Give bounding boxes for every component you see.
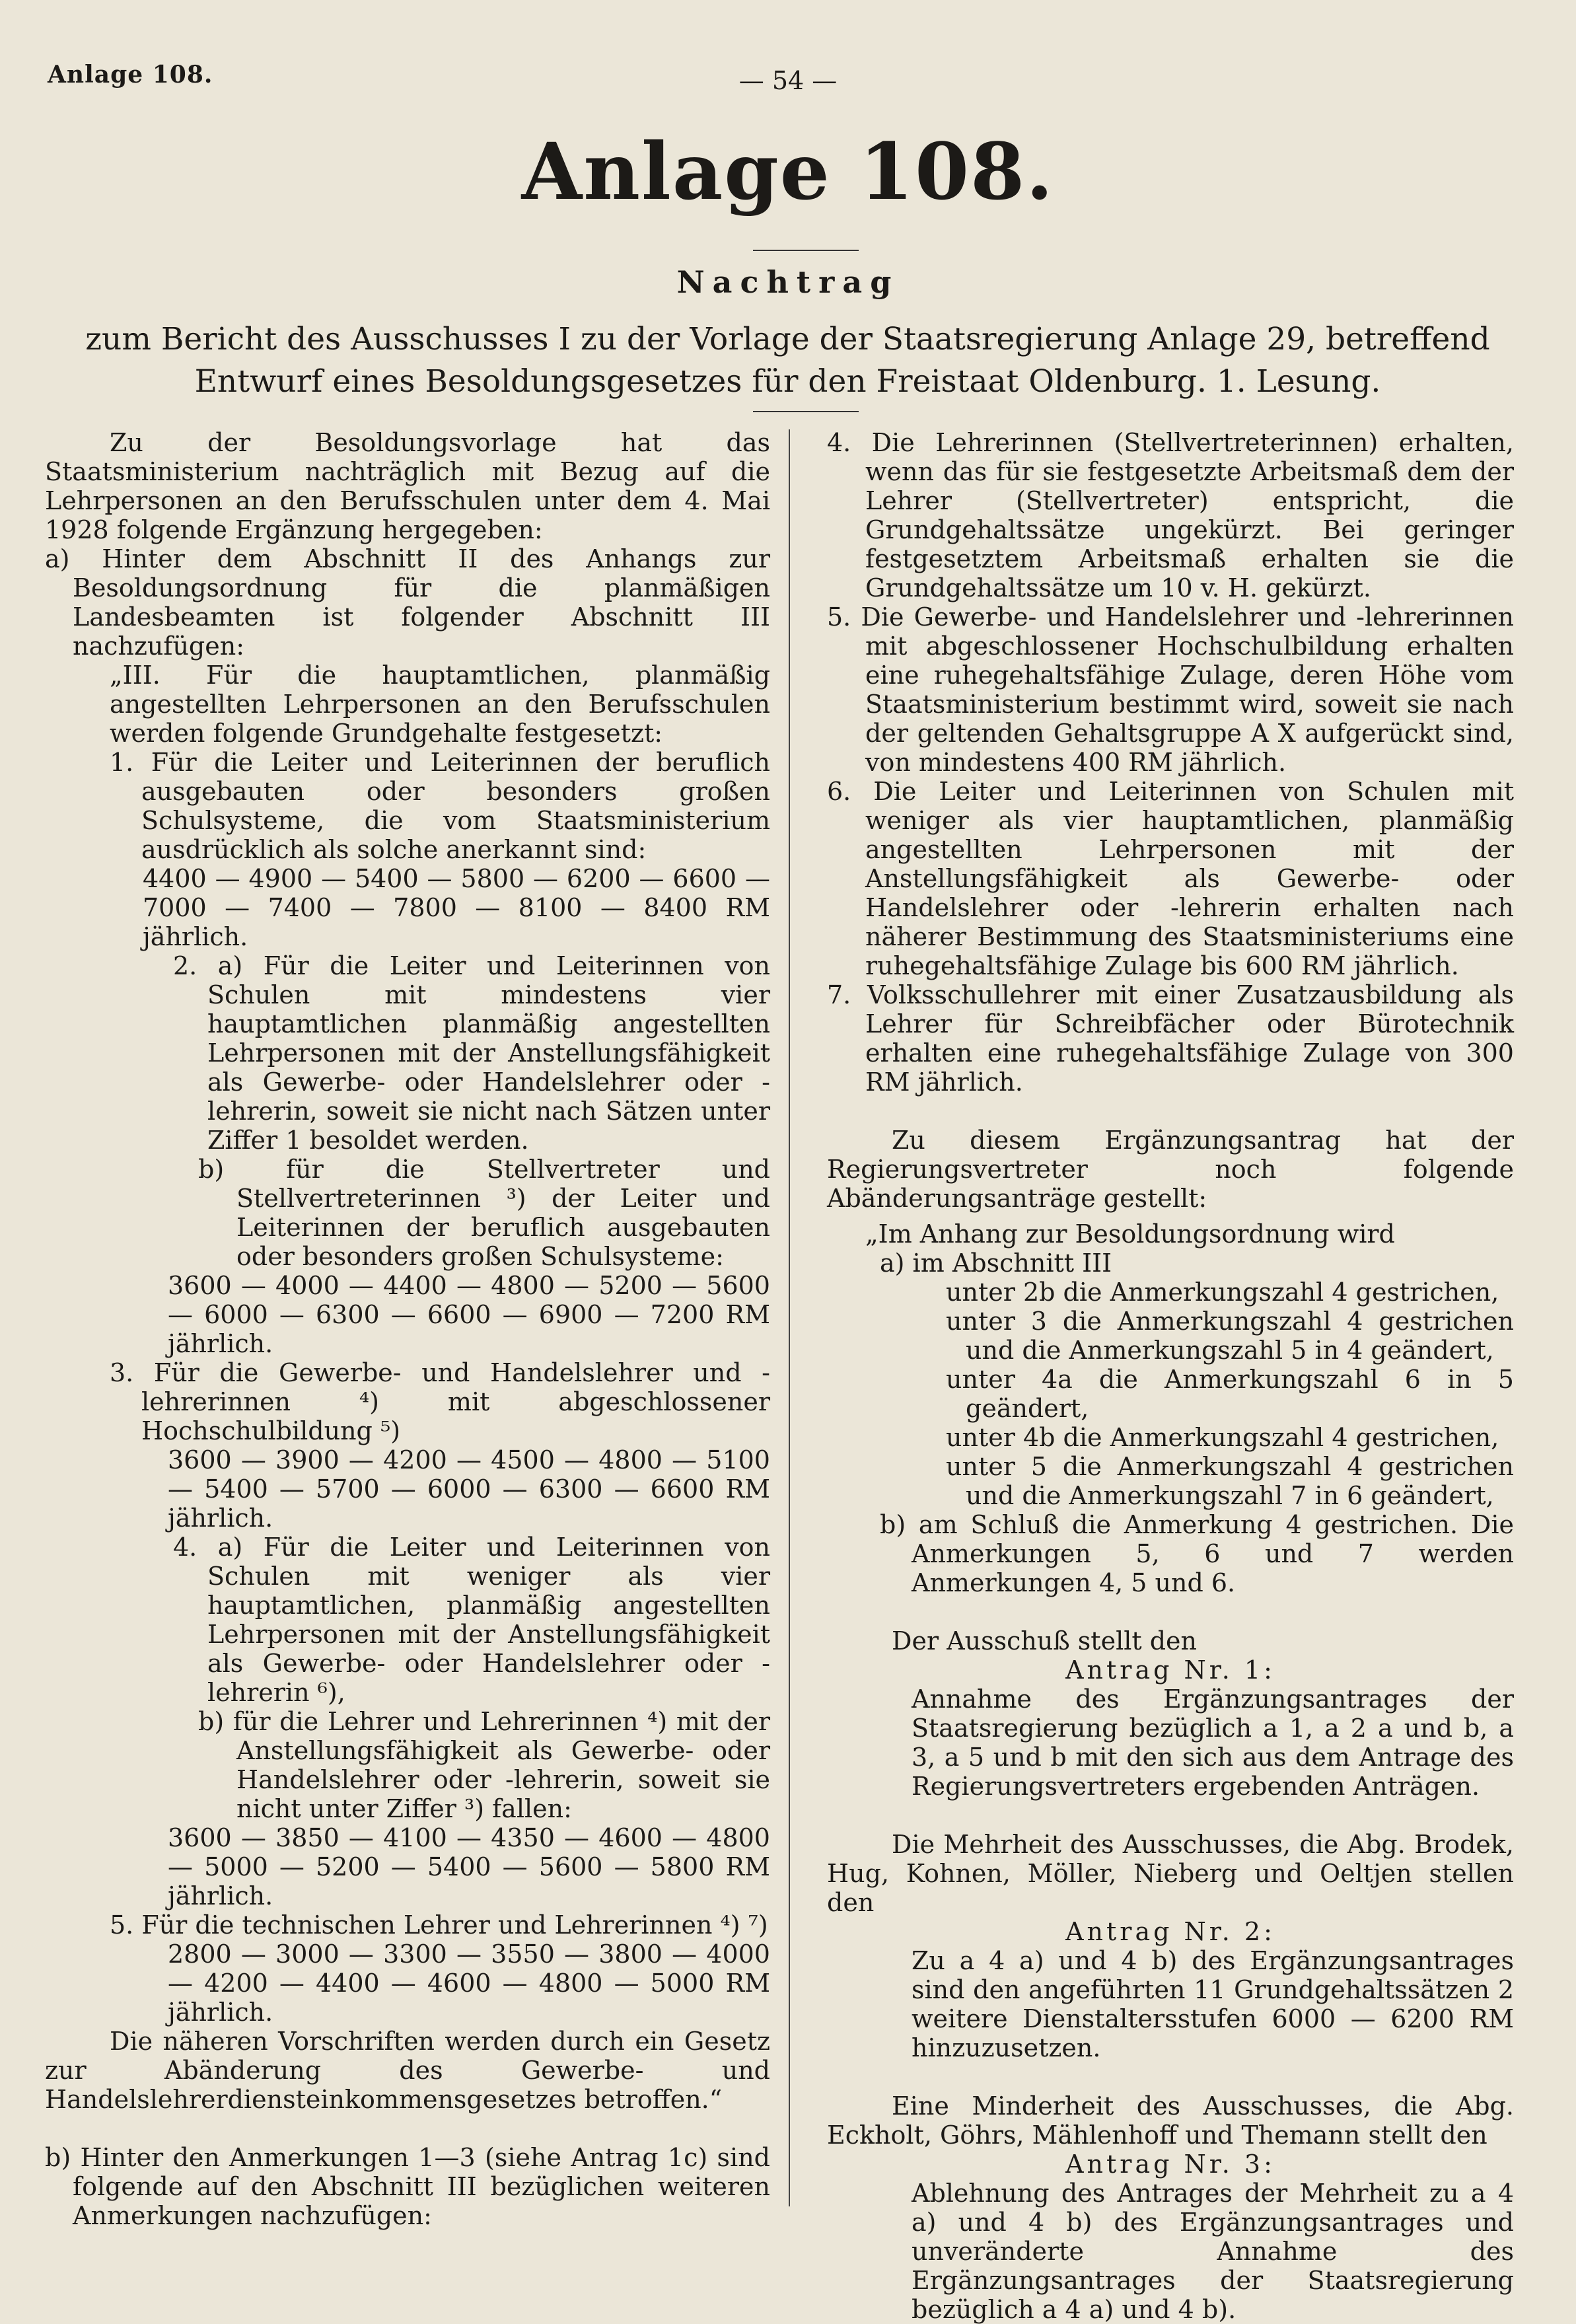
amendment-b: b) am Schluß die Anmerkung 4 gestrichen. Die Anmerkungen 5, 6 und 7 werden Anmerkungen 4, 5 und 6. — [880, 1510, 1514, 1597]
item-b: b) Hinter den Anmerkungen 1—3 (siehe Antrag 1c) sind folgende auf den Abschnitt III bezüglichen weiteren Anmerkungen nachzufügen: — [45, 2143, 770, 2230]
amendment-a-line: unter 4a die Anmerkungszahl 6 in 5 geändert, — [946, 1365, 1514, 1423]
salary-scale-5: 2800 — 3000 — 3300 — 3550 — 3800 — 4000 — 4200 — 4400 — 4600 — 4800 — 5000 RM jährlich. — [168, 1940, 770, 2027]
note-4: 4. Die Lehrerinnen (Stellvertreterinnen) erhalten, wenn das für sie festgesetzte Arbeitsmaß dem der Lehrer (Stellvertreter) entspricht, die Grundgehaltssätze ungekürzt. Bei geringer festgesetztem Arbeitsmaß erhalten sie die Grundgehaltssätze um 10 v. H. gekürzt. — [827, 428, 1514, 602]
motion-1-heading: Antrag Nr. 1: — [1065, 1655, 1275, 1685]
page-number: — 54 — — [738, 66, 838, 95]
section-heading: Nachtrag — [676, 264, 900, 300]
closing-paragraph: Die näheren Vorschriften werden durch ein Gesetz zur Abänderung des Gewerbe- und Handelslehrerdiensteinkommensgesetzes betroffen.“ — [45, 2027, 770, 2114]
minority-statement: Eine Minderheit des Ausschusses, die Abg. Eckholt, Göhrs, Mählenhoff und Themann stellt den — [827, 2091, 1514, 2150]
note-5: 5. Die Gewerbe- und Handelslehrer und -lehrerinnen mit abgeschlossener Hochschulbildung erhalten eine ruhegehaltsfähige Zulage, deren Höhe vom Staatsministerium bestimmt wird, soweit sie nach der geltenden Gehaltsgruppe A X aufgerückt sind, von mindestens 400 RM jährlich. — [827, 602, 1514, 777]
column-divider — [789, 429, 790, 2206]
salary-scale-1: 4400 — 4900 — 5400 — 5800 — 6200 — 6600 — 7000 — 7400 — 7800 — 8100 — 8400 RM jährlich. — [143, 864, 770, 951]
item-2b: b) für die Stellvertreter und Stellvertreterinnen ³) der Leiter und Leiterinnen der beruflich ausgebauten oder besonders großen Schulsysteme: — [198, 1155, 770, 1271]
item-2a: 2. a) Für die Leiter und Leiterinnen von Schulen mit mindestens vier hauptamtlichen planmäßig angestellten Lehrpersonen mit der Anstellungsfähigkeit als Gewerbe- oder Handelslehrer oder -lehrerin, soweit sie nicht nach Sätzen unter Ziffer 1 besoldet werden. — [173, 951, 770, 1155]
amendment-a: a) im Abschnitt III — [880, 1249, 1112, 1278]
majority-statement: Die Mehrheit des Ausschusses, die Abg. Brodek, Hug, Kohnen, Möller, Nieberg und Oeltjen stellen den — [827, 1830, 1514, 1917]
committee-statement: Der Ausschuß stellt den — [892, 1626, 1198, 1655]
note-7: 7. Volksschullehrer mit einer Zusatzausbildung als Lehrer für Schreibfächer oder Bürotechnik erhalten eine ruhegehaltsfähige Zulage von 300 RM jährlich. — [827, 980, 1514, 1097]
item-5: 5. Für die technischen Lehrer und Lehrerinnen ⁴) ⁷) — [110, 1910, 768, 1940]
page-title: Anlage 108. — [521, 126, 1055, 217]
item-4b: b) für die Lehrer und Lehrerinnen ⁴) mit der Anstellungsfähigkeit als Gewerbe- oder Handelslehrer oder -lehrerin, soweit sie nicht unter Ziffer ³) fallen: — [198, 1707, 770, 1823]
note-6: 6. Die Leiter und Leiterinnen von Schulen mit weniger als vier hauptamtlichen, planmäßig angestellten Lehrpersonen mit der Anstellungsfähigkeit als Gewerbe- oder Handelslehrer oder -lehrerin erhalten nach näherer Bestimmung des Staatsministeriums eine ruhegehaltsfähige Zulage bis 600 RM jährlich. — [827, 777, 1514, 980]
amendment-a-line: unter 5 die Anmerkungszahl 4 gestrichen und die Anmerkungszahl 7 in 6 geändert, — [946, 1452, 1514, 1510]
amendment-a-line: unter 3 die Anmerkungszahl 4 gestrichen und die Anmerkungszahl 5 in 4 geändert, — [946, 1307, 1514, 1365]
item-4a: 4. a) Für die Leiter und Leiterinnen von Schulen mit weniger als vier hauptamtlichen, planmäßig angestellten Lehrpersonen mit der Anstellungsfähigkeit als Gewerbe- oder Handelslehrer oder -lehrerin ⁶), — [173, 1533, 770, 1707]
amendment-quote: „Im Anhang zur Besoldungsordnung wird — [865, 1219, 1395, 1249]
amendment-a-line: unter 2b die Anmerkungszahl 4 gestrichen, — [946, 1278, 1499, 1307]
salary-scale-3: 3600 — 3900 — 4200 — 4500 — 4800 — 5100 — 5400 — 5700 — 6000 — 6300 — 6600 RM jährlich. — [168, 1445, 770, 1533]
motion-2-heading: Antrag Nr. 2: — [1065, 1917, 1275, 1946]
amendment-intro: Zu diesem Ergänzungsantrag hat der Regierungsvertreter noch folgende Abänderungsanträge gestellt: — [827, 1126, 1514, 1213]
motion-3-heading: Antrag Nr. 3: — [1065, 2150, 1275, 2179]
divider — [753, 411, 859, 412]
motion-3-text: Ablehnung des Antrages der Mehrheit zu a 4 a) und 4 b) des Ergänzungsantrages und unveränderte Annahme des Ergänzungsantrages der Staatsregierung bezüglich a 4 a) und 4 b). — [912, 2179, 1514, 2324]
item-1: 1. Für die Leiter und Leiterinnen der beruflich ausgebauten oder besonders großen Schulsysteme, die vom Staatsministerium ausdrücklich als solche anerkannt sind: — [110, 748, 770, 864]
left-column — [45, 428, 770, 2230]
amendment-a-line: unter 4b die Anmerkungszahl 4 gestrichen, — [946, 1423, 1499, 1452]
item-a: a) Hinter dem Abschnitt II des Anhangs zur Besoldungsordnung für die planmäßigen Landesbeamten ist folgender Abschnitt III nachzufügen: — [45, 544, 770, 661]
motion-2-text: Zu a 4 a) und 4 b) des Ergänzungsantrages sind den angeführten 11 Grundgehaltssätzen 2 weitere Dienstaltersstufen 6000 — 6200 RM hinzuzusetzen. — [912, 1946, 1514, 2062]
salary-scale-4: 3600 — 3850 — 4100 — 4350 — 4600 — 4800 — 5000 — 5200 — 5400 — 5600 — 5800 RM jährlich. — [168, 1823, 770, 1910]
running-title: Anlage 108. — [48, 61, 213, 89]
item-3: 3. Für die Gewerbe- und Handelslehrer und -lehrerinnen ⁴) mit abgeschlossener Hochschulbildung ⁵) — [110, 1358, 770, 1445]
intro-paragraph: Zu der Besoldungsvorlage hat das Staatsministerium nachträglich mit Bezug auf die Lehrpersonen an den Berufsschulen unter dem 4. Mai 1928 folgende Ergänzung hergegeben: — [45, 428, 770, 544]
subtitle: zum Bericht des Ausschusses I zu der Vorlage der Staatsregierung Anlage 29, betreffend Entwurf eines Besoldungsgesetzes für den Freistaat Oldenburg. 1. Lesung. — [85, 321, 1490, 400]
salary-scale-2: 3600 — 4000 — 4400 — 4800 — 5200 — 5600 — 6000 — 6300 — 6600 — 6900 — 7200 RM jährlich. — [168, 1271, 770, 1358]
section-iii: „III. Für die hauptamtlichen, planmäßig angestellten Lehrpersonen an den Berufsschulen werden folgende Grundgehalte festgesetzt: — [110, 661, 770, 748]
divider — [753, 250, 859, 251]
motion-1-text: Annahme des Ergänzungsantrages der Staatsregierung bezüglich a 1, a 2 a und b, a 3, a 5 und b mit den sich aus dem Antrage des Regierungsvertreters ergebenden Anträgen. — [912, 1685, 1514, 1801]
right-column — [827, 428, 1514, 2324]
